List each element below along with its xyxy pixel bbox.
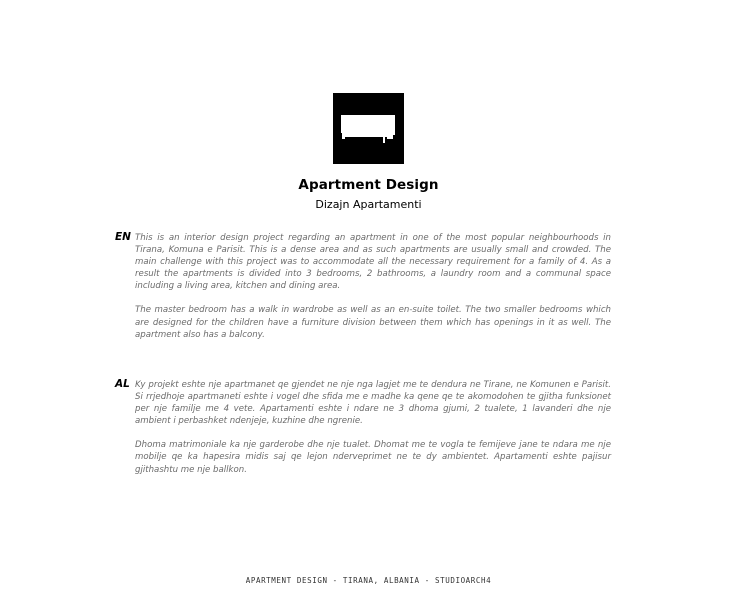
paragraph: The master bedroom has a walk in wardrobe as well as an en-suite toilet. The two smaller bedrooms which are designed for the children have a furniture division between them which has openings in it as well. The apartment also has a balcony. [135, 305, 611, 340]
logo [333, 93, 404, 164]
page-subtitle: Dizajn Apartamenti [315, 198, 422, 211]
paragraph: Ky projekt eshte nje apartmanet qe gjendet ne nje nga lagjet me te dendura ne Tirane, ne Komunen e Parisit. Si rrjedhoje apartmaneti eshte i vogel dhe sfida me e madhe ka qene qe te akomodohen te gjitha funksionet per nje familje me 4 vete. Apartamenti eshte i ndare ne 3 dhoma gjumi, 2 tualete, 1 lavanderi dhe nje ambient i perbashket ndenjeje, kuzhine dhe ngrenie. [135, 380, 611, 427]
paragraph: This is an interior design project regarding an apartment in one of the most popular neighbourhoods in Tirana, Komuna e Parisit. This is a dense area and as such apartments are usually small and crowded. The main challenge with this project was to accommodate all the necessary requirement for a family of 4. As a result the apartments is divided into 3 bedrooms, 2 bathrooms, a laundry room and a communal space including a living area, kitchen and dining area. [135, 233, 611, 292]
paragraph: Dhoma matrimoniale ka nje garderobe dhe nje tualet. Dhomat me te vogla te femijeve jane te ndara me nje mobilje qe ka hapesira midis saj qe lejon nderveprimet ne te dy ambientet. Apartamenti eshte pajisur gjithashtu me nje ballkon. [135, 440, 611, 475]
section-en-text [135, 232, 611, 353]
lang-label-en: EN [115, 231, 131, 243]
section-al-text [135, 379, 611, 488]
page-title: Apartment Design [298, 177, 439, 193]
footer: APARTMENT DESIGN - TIRANA, ALBANIA - STUDIOARCH4 [245, 576, 492, 585]
lang-label-al: AL [115, 378, 130, 390]
apartment-plan-icon [333, 93, 404, 164]
